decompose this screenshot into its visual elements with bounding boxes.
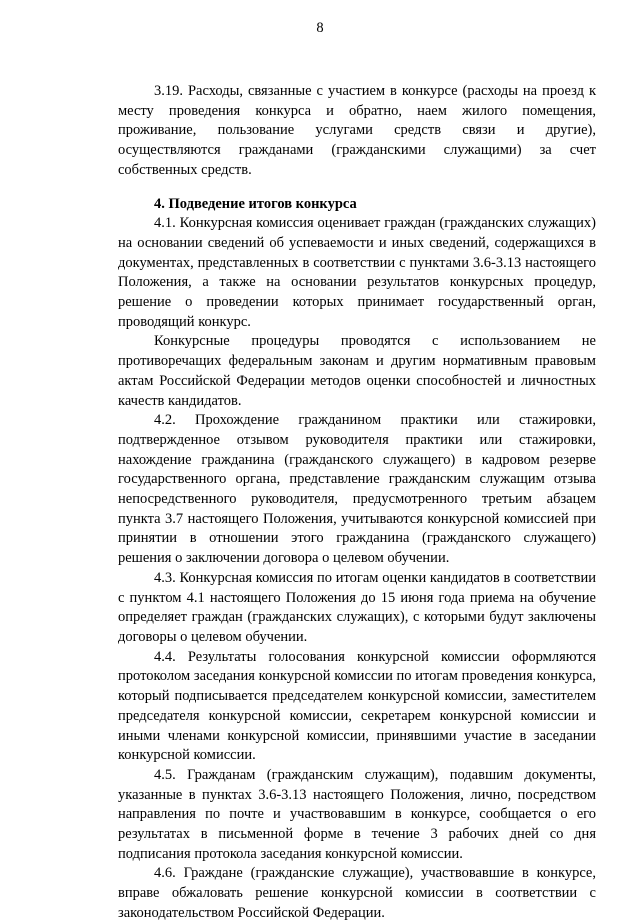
paragraph-3-19: 3.19. Расходы, связанные с участием в конкурсе (расходы на проезд к месту проведения конкурса и обратно, наем жилого помещения, проживание, пользование услугами средств связи и другие), осуществляются гражданами (гражданскими служащими) за счет собственных средств. [118,83,596,178]
paragraph-4-6: 4.6. Граждане (гражданские служащие), участвовавшие в конкурсе, вправе обжаловать решение конкурсной комиссии в соответствии с законодательством Российской Федерации. [118,865,596,921]
document-body [118,82,596,924]
paragraph-4-2: 4.2. Прохождение гражданином практики или стажировки, подтвержденное отзывом руководителя практики или стажировки, нахождение гражданина (гражданского служащего) в кадровом резерве государственного органа, представление гражданским служащим отзыва непосредственного руководителя, предусмотренного третьим абзацем пункта 3.7 настоящего Положения, учитываются конкурсной комиссией при принятии в отношении этого гражданина (гражданского служащего) решения о заключении договора о целевом обучении. [118,412,596,567]
paragraph-4-5: 4.5. Гражданам (гражданским служащим), подавшим документы, указанные в пунктах 3.6-3.13 настоящего Положения, лично, посредством направления по почте и участвовавшим в конкурсе, сообщается о его результатах в письменной форме в течение 3 рабочих дней со дня подписания протокола заседания конкурсной комиссии. [118,766,596,862]
paragraph-4-3: 4.3. Конкурсная комиссия по итогам оценки кандидатов в соответствии с пунктом 4.1 настоящего Положения до 15 июня года приема на обучение определяет граждан (гражданских служащих), с которыми будут заключены договоры о целевом обучении. [118,569,596,645]
page-number: 8 [316,20,324,36]
section-title: 4. Подведение итогов конкурса [154,195,357,212]
paragraph-4-1: 4.1. Конкурсная комиссия оценивает граждан (гражданских служащих) на основании сведений об успеваемости и иных сведений, содержащихся в документах, представленных в соответствии с пунктами 3.6-3.13 настоящего Положения, а также на основании результатов конкурсных процедур, решение о проведении которых принимает государственный орган, проводящий конкурс. [118,215,596,330]
paragraph-4-4: 4.4. Результаты голосования конкурсной комиссии оформляются протоколом заседания конкурсной комиссии по итогам проведения конкурса, который подписывается председателем конкурсной комиссии, заместителем председателя конкурсной комиссии, секретарем конкурсной комиссии и иными членами конкурсной комиссии, принявшими участие в заседании конкурсной комиссии. [118,648,596,764]
paragraph-4-1-procedures: Конкурсные процедуры проводятся с использованием не противоречащих федеральным законам и другим нормативным правовым актам Российской Федерации методов оценки способностей и личностных качеств кандидатов. [118,333,596,409]
